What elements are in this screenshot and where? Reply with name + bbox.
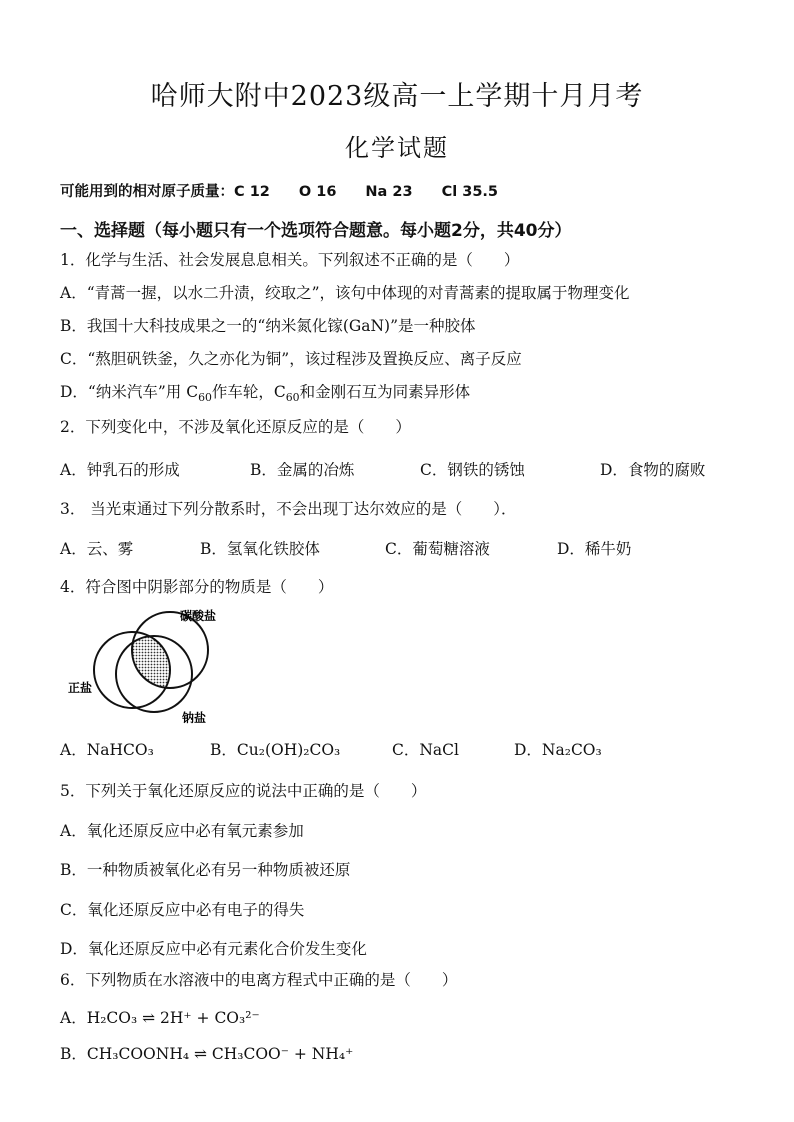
question-3-options: [60, 537, 631, 559]
question-5-option-b: B．一种物质被氧化必有另一种物质被还原: [60, 861, 351, 879]
question-2-stem: 2．下列变化中，不涉及氧化还原反应的是（ ）: [60, 418, 411, 436]
question-3-option-c: C．葡萄糖溶液: [385, 540, 490, 558]
question-3-option-b: B．氢氧化铁胶体: [200, 540, 320, 558]
option-d-subscript-1: 60: [198, 391, 212, 405]
question-5-stem: 5．下列关于氧化还原反应的说法中正确的是（ ）: [60, 782, 427, 800]
question-4-stem: 4．符合图中阴影部分的物质是（ ）: [60, 578, 334, 596]
question-4-option-d: D．Na₂CO₃: [514, 741, 602, 759]
section-heading: 一、选择题（每小题只有一个选项符合题意。每小题2分，共40分）: [60, 221, 572, 241]
question-1-option-b: B．我国十大科技成果之一的“纳米氮化镓(GaN)”是一种胶体: [60, 317, 476, 335]
question-6-stem: 6．下列物质在水溶液中的电离方程式中正确的是（ ）: [60, 971, 458, 989]
option-d-subscript-2: 60: [285, 391, 300, 405]
exam-subtitle: 化学试题: [345, 134, 449, 162]
question-3-option-d: D．稀牛奶: [557, 540, 632, 558]
atomic-masses: 可能用到的相对原子质量：C 12 O 16 Na 23 Cl 35.5: [60, 184, 499, 200]
question-6-option-b: B．CH₃COONH₄ ⇌ CH₃COO⁻ + NH₄⁺: [60, 1045, 354, 1063]
question-3-stem: 3． 当光束通过下列分散系时，不会出现丁达尔效应的是（ ）．: [60, 500, 517, 518]
question-2-option-c: C．钢铁的锈蚀: [420, 461, 525, 479]
question-5-option-d: D．氧化还原反应中必有元素化合价发生变化: [60, 940, 367, 958]
question-4-option-a: A．NaHCO₃: [60, 741, 154, 759]
question-1-option-d: [60, 380, 470, 404]
venn-diagram: [66, 606, 266, 734]
option-d-text-2: 作车轮，C: [211, 383, 286, 401]
exam-title: 哈师大附中2023级高一上学期十月月考: [150, 81, 644, 112]
question-2-options: [60, 458, 705, 480]
question-1-option-c: C．“熬胆矾铁釜，久之亦化为铜”，该过程涉及置换反应、离子反应: [60, 350, 522, 368]
question-1-stem: 1．化学与生活、社会发展息息相关。下列叙述不正确的是（ ）: [60, 251, 520, 269]
question-2-option-d: D．食物的腐败: [600, 461, 706, 479]
option-d-text-3: 和金刚石互为同素异形体: [299, 383, 471, 401]
question-4-options: [60, 738, 602, 760]
question-2-option-a: A．钟乳石的形成: [60, 461, 180, 479]
question-4-option-b: B．Cu₂(OH)₂CO₃: [210, 741, 341, 759]
venn-label-normal-salt: 正盐: [68, 681, 93, 695]
question-2-option-b: B．金属的冶炼: [250, 461, 355, 479]
question-1-option-a: A．“青蒿一握，以水二升渍，绞取之”，该句中体现的对青蒿素的提取属于物理变化: [60, 284, 630, 302]
question-5-option-c: C．氧化还原反应中必有电子的得失: [60, 901, 305, 919]
venn-label-carbonate: 碳酸盐: [180, 609, 217, 623]
question-6-option-a: A．H₂CO₃ ⇌ 2H⁺ + CO₃²⁻: [60, 1009, 260, 1027]
venn-label-sodium-salt: 钠盐: [182, 711, 207, 725]
venn-svg: [66, 606, 266, 730]
question-3-option-a: A．云、雾: [60, 540, 134, 558]
question-4-option-c: C．NaCl: [392, 741, 459, 759]
question-5-option-a: A．氧化还原反应中必有氧元素参加: [60, 822, 304, 840]
option-d-text-1: D．“纳米汽车”用 C: [60, 383, 199, 401]
